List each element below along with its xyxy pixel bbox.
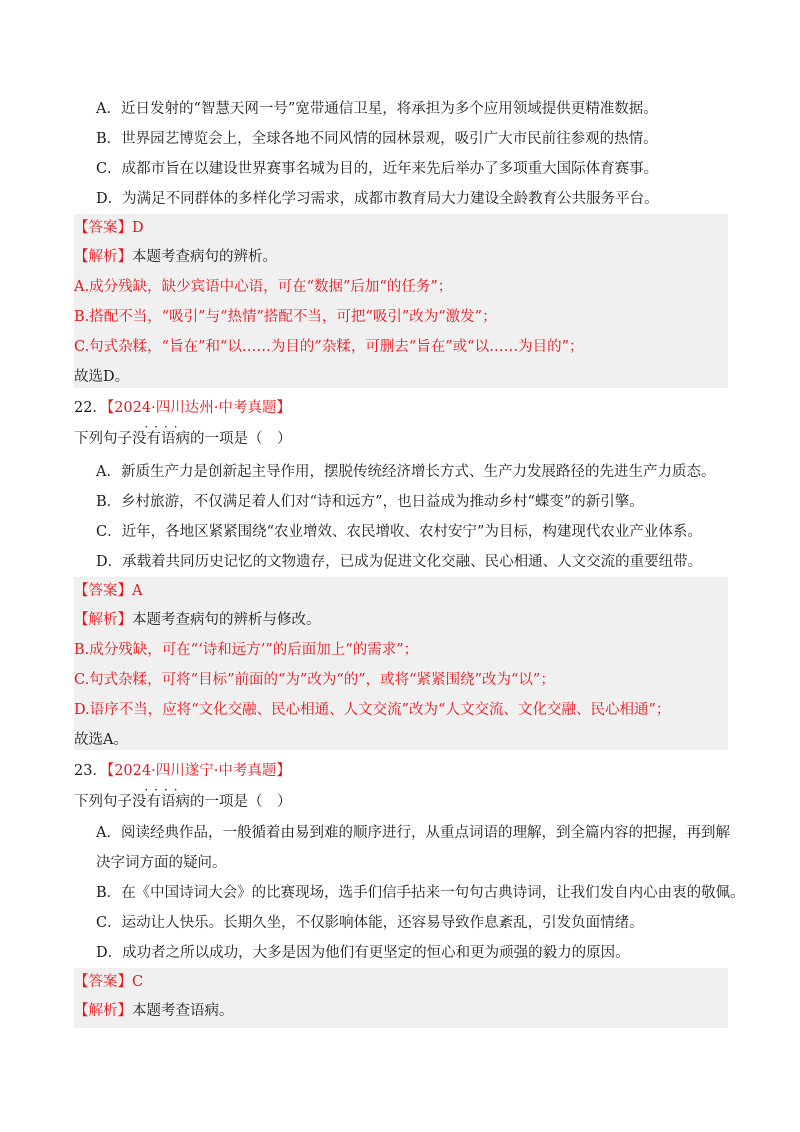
q21-option-c: C．成都市旨在以建设世界赛事名城为目的，近年来先后举办了多项重大国际体育赛事。 <box>96 161 659 177</box>
q22-header: 22．【2024·四川达州·中考真题】 <box>74 400 291 416</box>
q21-answer: 【答案】D <box>74 220 144 236</box>
q22-answer: 【答案】A <box>74 583 143 599</box>
q21-answer-block <box>74 214 728 388</box>
q23-option-a: A．阅读经典作品，一般循着由易到难的顺序进行，从重点词语的理解，到全篇内容的把握，再到解 <box>96 825 730 841</box>
q23-option-b: B．在《中国诗词大会》的比赛现场，选手们信手拈来一句句古典诗词，让我们发自内心由衷的敬佩。 <box>96 885 745 901</box>
q22-analysis: 【解析】本题考查病句的辨析与修改。 <box>74 612 321 628</box>
q23-header: 23．【2024·四川遂宁·中考真题】 <box>74 763 291 779</box>
q23-option-d: D．成功者之所以成功，大多是因为他们有更坚定的恒心和更为顽强的毅力的原因。 <box>96 945 630 961</box>
q22-option-d: D．承载着共同历史记忆的文物遗存，已成为促进文化交融、民心相通、人文交流的重要纽带。 <box>96 554 703 570</box>
q22-note-b: B.成分残缺，可在“‘诗和远方’”的后面加上“的需求”； <box>74 642 419 658</box>
q23-answer-block <box>74 968 728 1028</box>
q21-note-c: C.句式杂糅，“旨在”和“以……为目的”杂糅，可删去“旨在”或“以……为目的”； <box>74 339 584 355</box>
q22-note-d: D.语序不当，应将“文化交融、民心相通、人文交流”改为“人文交流、文化交融、民心相通”； <box>74 702 671 718</box>
q22-stem-emphasis: · · · · 没有语病 <box>132 420 190 447</box>
q21-option-a: A．近日发射的“智慧天网一号”宽带通信卫星，将承担为多个应用领域提供更精准数据。 <box>96 101 658 117</box>
q23-stem: 下列句子 · · · · 没有语病的一项是（ ） <box>74 783 292 810</box>
q21-note-b: B.搭配不当，“吸引”与“热情”搭配不当，可把“吸引”改为“激发”； <box>74 309 497 325</box>
emphasis-dots: · · · · <box>144 420 178 434</box>
q22-option-b: B．乡村旅游，不仅满足着人们对“诗和远方”，也日益成为推动乡村“蝶变”的新引擎。 <box>96 494 644 510</box>
q22-note-c: C.句式杂糅，可将“目标”前面的“为”改为“的”，或将“紧紧围绕”改为“以”； <box>74 672 555 688</box>
q23-option-a-continued: 决字词方面的疑问。 <box>96 855 227 871</box>
q21-analysis: 【解析】本题考查病句的辨析。 <box>74 249 277 265</box>
q22-option-a: A．新质生产力是创新起主导作用，摆脱传统经济增长方式、生产力发展路径的先进生产力质态。 <box>96 464 716 480</box>
q22-conclusion: 故选A。 <box>74 732 128 748</box>
q21-option-b: B．世界园艺博览会上，全球各地不同风情的园林景观，吸引广大市民前往参观的热情。 <box>96 131 658 147</box>
q23-answer: 【答案】C <box>74 974 144 990</box>
q23-analysis: 【解析】本题考查语病。 <box>74 1003 234 1019</box>
emphasis-dots: · · · · <box>144 783 178 797</box>
q21-conclusion: 故选D。 <box>74 369 130 385</box>
q22-stem: 下列句子 · · · · 没有语病的一项是（ ） <box>74 420 292 447</box>
q23-option-c: C．运动让人快乐。长期久坐，不仅影响体能，还容易导致作息紊乱，引发负面情绪。 <box>96 915 644 931</box>
q21-option-d: D．为满足不同群体的多样化学习需求，成都市教育局大力建设全龄教育公共服务平台。 <box>96 191 659 207</box>
q22-option-c: C．近年，各地区紧紧围绕“农业增效、农民增收、农村安宁”为目标，构建现代农业产业体系。 <box>96 524 702 540</box>
q23-stem-emphasis: · · · · 没有语病 <box>132 783 190 810</box>
q21-note-a: A.成分残缺，缺少宾语中心语，可在“数据”后加“的任务”； <box>74 279 453 295</box>
q22-answer-block <box>74 577 728 750</box>
